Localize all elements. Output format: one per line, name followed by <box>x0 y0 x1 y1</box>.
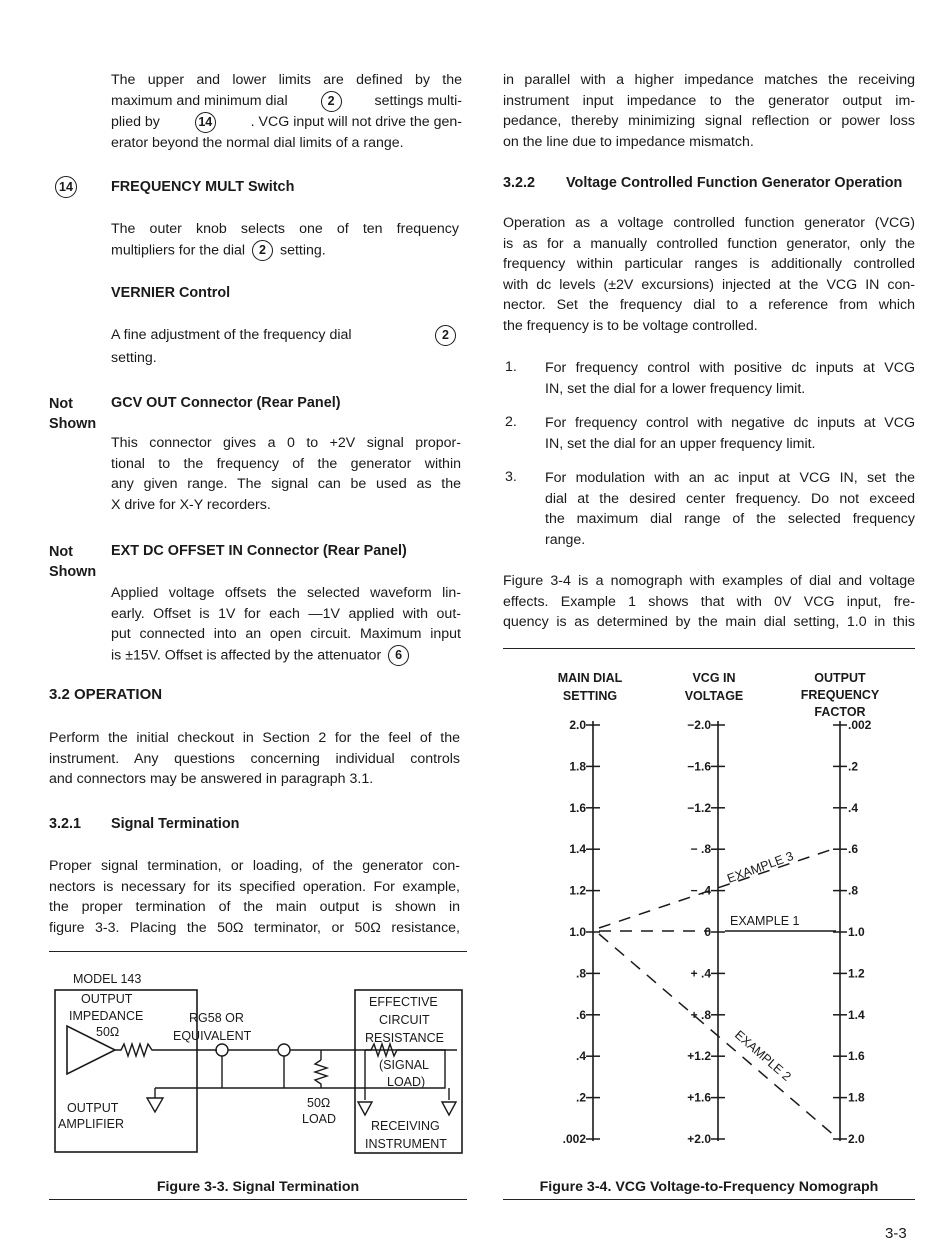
signal-load-label: (SIGNAL <box>379 1058 430 1072</box>
signal-termination-heading: Signal Termination <box>111 816 240 832</box>
dial-tick-label: .4 <box>575 1049 586 1064</box>
output-amplifier-label: AMPLIFIER <box>58 1117 124 1131</box>
operation-text <box>49 728 460 790</box>
vcg-tick-label: +2.0 <box>687 1132 711 1146</box>
signal-termination-diagram <box>49 960 469 1165</box>
output-frequency-column-label: OUTPUT <box>814 671 866 685</box>
output-impedance-label: OUTPUT <box>81 992 133 1006</box>
vcg-section-text <box>503 213 915 337</box>
text-line: instrument input impedance to the generator output im- <box>503 92 915 109</box>
not-shown-label <box>49 542 96 582</box>
text-line: X drive for X-Y recorders. <box>111 496 271 513</box>
text-line: Shown <box>49 416 97 432</box>
text-line: the frequency is to be voltage controlled. <box>503 317 758 334</box>
frequency-tick-label: .4 <box>848 800 859 815</box>
example-3-label: EXAMPLE 3 <box>725 848 796 886</box>
coax-connector <box>278 1044 290 1056</box>
text-line: figure 3-3. Placing the 50Ω terminator, or 50Ω resistance, <box>49 919 460 936</box>
receiving-instrument-label: INSTRUMENT <box>365 1137 447 1151</box>
ground-symbol <box>442 1102 456 1115</box>
step-1-text <box>545 358 915 399</box>
frequency-mult-text <box>111 219 459 261</box>
vcg-tick-label: + .8 <box>690 1007 711 1022</box>
example-1-label: EXAMPLE 1 <box>730 914 800 928</box>
load-resistor <box>315 1060 327 1088</box>
frequency-tick-label: .2 <box>848 759 859 774</box>
step-2-text <box>545 413 915 454</box>
dial-ref-marker: 2 <box>252 240 273 261</box>
text-line: quency is as determined by the main dial setting, 1.0 in this <box>503 614 915 631</box>
ground-symbol <box>147 1098 163 1112</box>
vcg-tick-label: −2.0 <box>687 718 711 732</box>
ext-dc-offset-text <box>111 583 461 666</box>
page-number: 3-3 <box>885 1225 907 1242</box>
step-number: 2. <box>505 414 517 430</box>
vcg-tick-label: +1.2 <box>687 1049 711 1064</box>
dial-tick-label: 1.0 <box>569 925 586 939</box>
vcg-tick-label: − .4 <box>690 883 711 898</box>
text-line: pedance, thereby minimizing signal reflection or power loss <box>503 113 915 130</box>
mult-ref-marker: 14 <box>192 112 219 133</box>
attenuator-ref-marker: 6 <box>388 645 409 666</box>
text-line: and connectors may be answered in paragraph 3.1. <box>49 771 374 788</box>
example-2-label: EXAMPLE 2 <box>732 1027 794 1084</box>
text-line: IN, set the dial for an upper frequency limit. <box>545 435 816 452</box>
output-impedance-label: IMPEDANCE <box>69 1009 144 1023</box>
signal-load-label: LOAD) <box>387 1075 426 1089</box>
coax-connector <box>216 1044 228 1056</box>
gcv-out-text <box>111 433 461 515</box>
figure-3-4-top-rule <box>503 648 915 649</box>
text-line: For modulation with an ac input at VCG IN, set the <box>545 470 915 486</box>
ground-symbol <box>358 1102 372 1115</box>
text-line: in parallel with a higher impedance matches the receiving <box>503 72 915 88</box>
figure-3-4-caption: Figure 3-4. VCG Voltage-to-Frequency Nomograph <box>539 1179 879 1195</box>
effective-resistance-label: EFFECTIVE <box>369 995 438 1009</box>
load-resistance-label: 50Ω <box>307 1096 331 1110</box>
figure-3-4-bottom-rule <box>503 1199 915 1200</box>
text-line: early. Offset is 1V for each —1V applied with out- <box>111 605 461 622</box>
text-line: Perform the initial checkout in Section 2 for the feel of the <box>49 730 460 746</box>
intro-paragraph-left <box>111 70 462 153</box>
ext-dc-offset-heading: EXT DC OFFSET IN Connector (Rear Panel) <box>111 543 407 559</box>
not-shown-label <box>49 394 96 434</box>
dial-ref-marker: 2 <box>435 325 456 346</box>
text-line: dial at the desired center frequency. Do not exceed <box>545 490 915 507</box>
frequency-tick-label: 2.0 <box>848 1132 865 1146</box>
text-line: Figure 3-4 is a nomograph with examples of dial and voltage <box>503 573 915 589</box>
vcg-tick-label: 0 <box>704 925 711 939</box>
text-line: settings multi- <box>374 92 462 109</box>
text-line: erator beyond the normal dial limits of a range. <box>111 134 404 151</box>
step-3-text <box>545 468 915 550</box>
frequency-tick-label: .8 <box>848 883 859 898</box>
output-frequency-column-label: FACTOR <box>814 705 866 719</box>
source-resistor <box>115 1044 175 1056</box>
frequency-tick-label: 1.6 <box>848 1049 865 1064</box>
frequency-tick-label: .6 <box>848 842 859 857</box>
text-line: range. <box>545 531 586 548</box>
text-line: instrument. Any questions concerning individual controls <box>49 750 460 767</box>
vcg-voltage-column-label: VOLTAGE <box>684 689 744 703</box>
cable-label: RG58 OR <box>189 1011 244 1025</box>
source-resistance-label: 50Ω <box>96 1025 120 1039</box>
dial-tick-label: 1.6 <box>569 800 586 815</box>
text-line: For frequency control with negative dc inputs at VCG <box>545 415 915 431</box>
item-14-marker: 14 <box>52 176 80 198</box>
text-line: on the line due to impedance mismatch. <box>503 133 754 150</box>
text-line: Applied voltage offsets the selected waveform lin- <box>111 585 461 601</box>
text-line: maximum and minimum dial <box>111 92 288 109</box>
step-number: 1. <box>505 359 517 375</box>
cable-label: EQUIVALENT <box>173 1029 252 1043</box>
output-frequency-column-label: FREQUENCY <box>800 688 880 702</box>
dial-tick-label: .8 <box>575 966 586 981</box>
dial-tick-label: 1.2 <box>569 883 586 898</box>
text-line: setting. <box>279 241 326 258</box>
frequency-tick-label: 1.4 <box>848 1007 865 1022</box>
text-line: the maximum dial range of the selected frequency <box>545 511 915 528</box>
frequency-tick-label: 1.2 <box>848 966 865 981</box>
text-line: any given range. The signal can be used as the <box>111 476 461 493</box>
frequency-tick-label: .002 <box>848 718 872 732</box>
vcg-nomograph <box>503 655 915 1165</box>
effective-resistance-label: CIRCUIT <box>379 1013 430 1027</box>
text-line: IN, set the dial for a lower frequency limit. <box>545 380 806 397</box>
text-line: nectors is necessary for its specified operation. For example, <box>49 878 460 895</box>
text-line: The outer knob selects one of ten frequency <box>111 221 459 237</box>
figure-3-3-top-rule <box>49 951 467 952</box>
text-line: plied by <box>111 113 160 130</box>
vcg-tick-label: +1.6 <box>687 1090 711 1105</box>
nomograph-intro-text <box>503 571 915 633</box>
text-line: effects. Example 1 shows that with 0V VCG input, fre- <box>503 593 915 610</box>
text-line: Not <box>49 396 73 412</box>
text-line: is ±15V. Offset is affected by the attenuator <box>111 647 382 664</box>
dial-tick-label: .6 <box>575 1007 586 1022</box>
vcg-section-heading: Voltage Controlled Function Generator Operation <box>566 175 903 191</box>
main-dial-column-label: SETTING <box>562 689 618 703</box>
figure-3-3-caption: Figure 3-3. Signal Termination <box>156 1179 360 1195</box>
text-line: frequency within particular ranges is additionally controlled <box>503 256 915 273</box>
dial-tick-label: 2.0 <box>569 718 586 732</box>
model-label: MODEL 143 <box>73 972 142 986</box>
intro-paragraph-right <box>503 70 915 152</box>
frequency-tick-label: 1.0 <box>848 925 865 939</box>
text-line: the proper termination of the main output is shown in <box>49 899 460 916</box>
dial-tick-label: .002 <box>562 1132 586 1146</box>
vcg-tick-label: + .4 <box>690 966 711 981</box>
text-line: Operation as a voltage controlled function generator (VCG) <box>503 215 915 231</box>
vcg-tick-label: −1.2 <box>687 800 711 815</box>
vcg-voltage-column-label: VCG IN <box>692 671 736 685</box>
signal-termination-text <box>49 856 460 938</box>
text-line: For frequency control with positive dc inputs at VCG <box>545 360 915 376</box>
text-line: put connected into an open circuit. Maximum input <box>111 626 461 643</box>
figure-3-3-bottom-rule <box>49 1199 467 1200</box>
load-label: LOAD <box>302 1112 337 1126</box>
gcv-out-heading: GCV OUT Connector (Rear Panel) <box>111 395 341 411</box>
text-line: tional to the frequency of the generator within <box>111 455 461 472</box>
frequency-mult-heading: FREQUENCY MULT Switch <box>111 179 295 195</box>
text-line: This connector gives a 0 to +2V signal propor- <box>111 435 461 451</box>
signal-termination-number: 3.2.1 <box>49 816 82 832</box>
vernier-heading: VERNIER Control <box>111 285 231 301</box>
main-dial-column-label: MAIN DIAL <box>557 671 623 685</box>
vcg-tick-label: −1.6 <box>687 759 711 774</box>
vcg-section-number: 3.2.2 <box>503 175 536 191</box>
text-line: Proper signal termination, or loading, of the generator con- <box>49 858 460 874</box>
dial-tick-label: 1.4 <box>569 842 586 857</box>
step-number: 3. <box>505 469 517 485</box>
text-line: is as for a manually controlled function generator, only the <box>503 235 915 252</box>
text-line: multipliers for the dial <box>111 241 246 258</box>
vernier-text <box>111 325 459 369</box>
output-amplifier-label: OUTPUT <box>67 1101 119 1115</box>
text-line: . VCG input will not drive the gen- <box>250 113 462 130</box>
effective-resistance-label: RESISTANCE <box>365 1031 444 1045</box>
text-line: nector. Set the frequency dial to a reference from which <box>503 297 915 314</box>
text-line: setting. <box>111 350 157 366</box>
text-line: with dc levels (±2V excursions) injected at the VCG IN con- <box>503 276 915 293</box>
operation-heading: 3.2 OPERATION <box>49 686 163 703</box>
text-line: A fine adjustment of the frequency dial <box>111 327 352 343</box>
text-line: Shown <box>49 564 97 580</box>
dial-tick-label: .2 <box>575 1090 586 1105</box>
text-line: Not <box>49 544 73 560</box>
frequency-tick-label: 1.8 <box>848 1090 865 1105</box>
vcg-tick-label: − .8 <box>690 842 711 857</box>
receiving-instrument-label: RECEIVING <box>371 1119 440 1133</box>
dial-tick-label: 1.8 <box>569 759 586 774</box>
text-line: The upper and lower limits are defined by the <box>111 72 462 88</box>
dial-ref-marker: 2 <box>318 91 345 112</box>
